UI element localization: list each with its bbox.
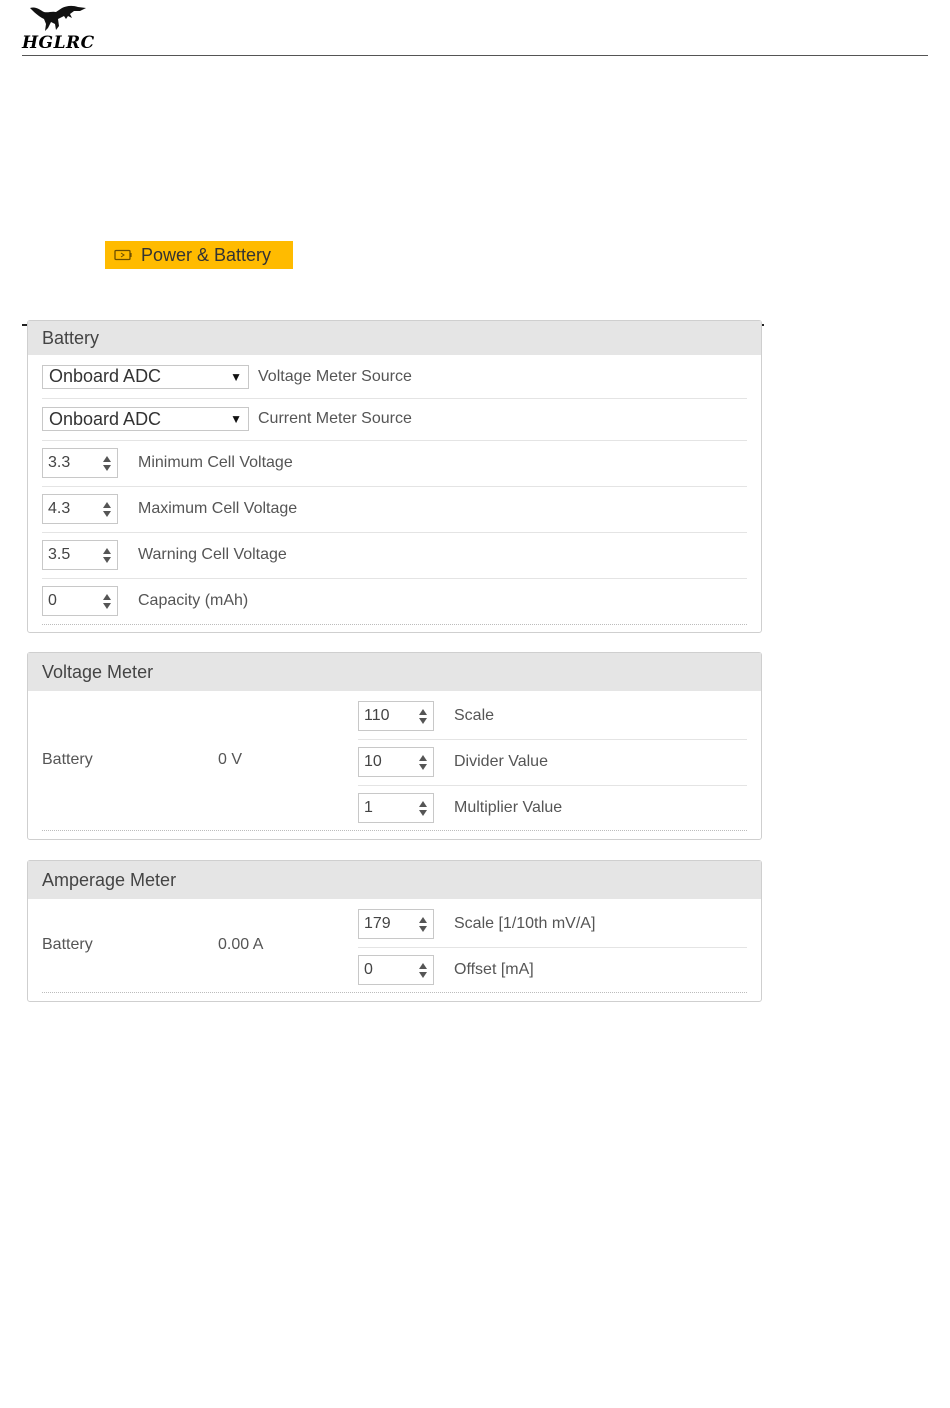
hglrc-logo <box>22 2 94 54</box>
voltage-multiplier-label: Multiplier Value <box>454 799 563 816</box>
spin-up-icon[interactable] <box>419 963 427 969</box>
max-cell-voltage-input[interactable] <box>42 494 118 524</box>
spinner <box>414 794 432 822</box>
voltage-divider-row <box>358 739 747 786</box>
amperage-meter-panel-header <box>28 861 761 899</box>
input-value: 0 <box>48 592 57 609</box>
input-value: 4.3 <box>48 500 71 517</box>
dotted-divider <box>42 830 747 831</box>
voltage-meter-source-label: Voltage Meter Source <box>258 367 412 385</box>
battery-panel-header <box>28 321 761 355</box>
nav-tab-power-battery[interactable] <box>105 241 293 269</box>
current-meter-source-select[interactable] <box>42 407 249 431</box>
amperage-meter-name: Battery <box>42 936 93 953</box>
logo-text: HGLRC <box>22 33 95 53</box>
dotted-divider <box>42 992 747 993</box>
warning-cell-voltage-label: Warning Cell Voltage <box>138 546 287 563</box>
spinner <box>98 495 116 523</box>
voltage-meter-reading: 0 V <box>218 751 243 768</box>
caret-down-icon: ▼ <box>230 412 242 426</box>
spinner <box>414 702 432 730</box>
max-cell-voltage-row <box>42 486 747 533</box>
dotted-divider <box>42 624 747 625</box>
min-cell-voltage-input[interactable] <box>42 448 118 478</box>
spin-down-icon[interactable] <box>103 465 111 471</box>
spinner <box>414 910 432 938</box>
input-value: 3.3 <box>48 454 71 471</box>
input-value: 0 <box>364 961 373 978</box>
battery-panel <box>27 320 762 633</box>
battery-panel-title: Battery <box>42 327 100 348</box>
spin-down-icon[interactable] <box>103 511 111 517</box>
spin-up-icon[interactable] <box>103 502 111 508</box>
capacity-label: Capacity (mAh) <box>138 592 249 609</box>
amperage-offset-input[interactable] <box>358 955 434 985</box>
spinner <box>414 956 432 984</box>
current-meter-source-label: Current Meter Source <box>258 410 412 427</box>
dinosaur-icon <box>28 2 88 34</box>
amperage-meter-panel-title: Amperage Meter <box>42 869 177 890</box>
min-cell-voltage-row <box>42 440 747 487</box>
caret-down-icon: ▼ <box>230 369 242 384</box>
voltage-divider-input[interactable] <box>358 747 434 777</box>
spin-down-icon[interactable] <box>419 972 427 978</box>
warning-cell-voltage-row <box>42 532 747 579</box>
voltage-meter-name: Battery <box>42 751 93 768</box>
voltage-meter-panel-title: Voltage Meter <box>42 661 154 682</box>
amperage-offset-row <box>358 947 747 993</box>
nav-tab-label: Power & Battery <box>141 244 272 265</box>
battery-panel-body <box>28 355 761 632</box>
input-value: 110 <box>364 707 390 724</box>
spin-down-icon[interactable] <box>419 718 427 724</box>
input-value: 3.5 <box>48 546 71 563</box>
spin-down-icon[interactable] <box>419 810 427 816</box>
voltage-meter-panel <box>27 652 762 840</box>
input-value: 179 <box>364 915 391 932</box>
amperage-meter-panel-body <box>28 899 761 1001</box>
max-cell-voltage-label: Maximum Cell Voltage <box>138 500 298 517</box>
voltage-scale-label: Scale <box>454 707 495 724</box>
voltage-meter-source-row <box>42 355 747 399</box>
capacity-row <box>42 578 747 624</box>
voltage-scale-input[interactable] <box>358 701 434 731</box>
amperage-scale-label: Scale [1/10th mV/A] <box>454 915 596 932</box>
spinner <box>98 449 116 477</box>
spinner <box>414 748 432 776</box>
spin-up-icon[interactable] <box>419 917 427 923</box>
current-meter-source-row <box>42 398 747 441</box>
amperage-meter-reading: 0.00 A <box>218 936 264 953</box>
input-value: 10 <box>364 753 382 770</box>
spin-down-icon[interactable] <box>419 764 427 770</box>
spinner <box>98 541 116 569</box>
voltage-multiplier-row <box>358 785 747 831</box>
input-value: 1 <box>364 799 373 816</box>
spin-up-icon[interactable] <box>419 709 427 715</box>
battery-icon <box>114 249 132 261</box>
voltage-meter-panel-body <box>28 691 761 839</box>
spin-up-icon[interactable] <box>103 456 111 462</box>
spin-down-icon[interactable] <box>419 926 427 932</box>
spin-up-icon[interactable] <box>103 594 111 600</box>
warning-cell-voltage-input[interactable] <box>42 540 118 570</box>
voltage-divider-label: Divider Value <box>454 753 548 770</box>
select-value: Onboard ADC <box>49 408 162 429</box>
spin-down-icon[interactable] <box>103 557 111 563</box>
amperage-scale-input[interactable] <box>358 909 434 939</box>
spin-up-icon[interactable] <box>103 548 111 554</box>
voltage-multiplier-input[interactable] <box>358 793 434 823</box>
capacity-input[interactable] <box>42 586 118 616</box>
spinner <box>98 587 116 615</box>
spin-up-icon[interactable] <box>419 801 427 807</box>
header-divider <box>22 55 928 56</box>
select-value: Onboard ADC <box>49 366 162 386</box>
spin-down-icon[interactable] <box>103 603 111 609</box>
voltage-scale-row <box>358 693 747 740</box>
amperage-scale-row <box>358 901 747 948</box>
voltage-meter-panel-header <box>28 653 761 691</box>
min-cell-voltage-label: Minimum Cell Voltage <box>138 454 293 471</box>
amperage-offset-label: Offset [mA] <box>454 961 534 978</box>
spin-up-icon[interactable] <box>419 755 427 761</box>
amperage-meter-panel <box>27 860 762 1002</box>
voltage-meter-source-select[interactable] <box>42 365 249 389</box>
